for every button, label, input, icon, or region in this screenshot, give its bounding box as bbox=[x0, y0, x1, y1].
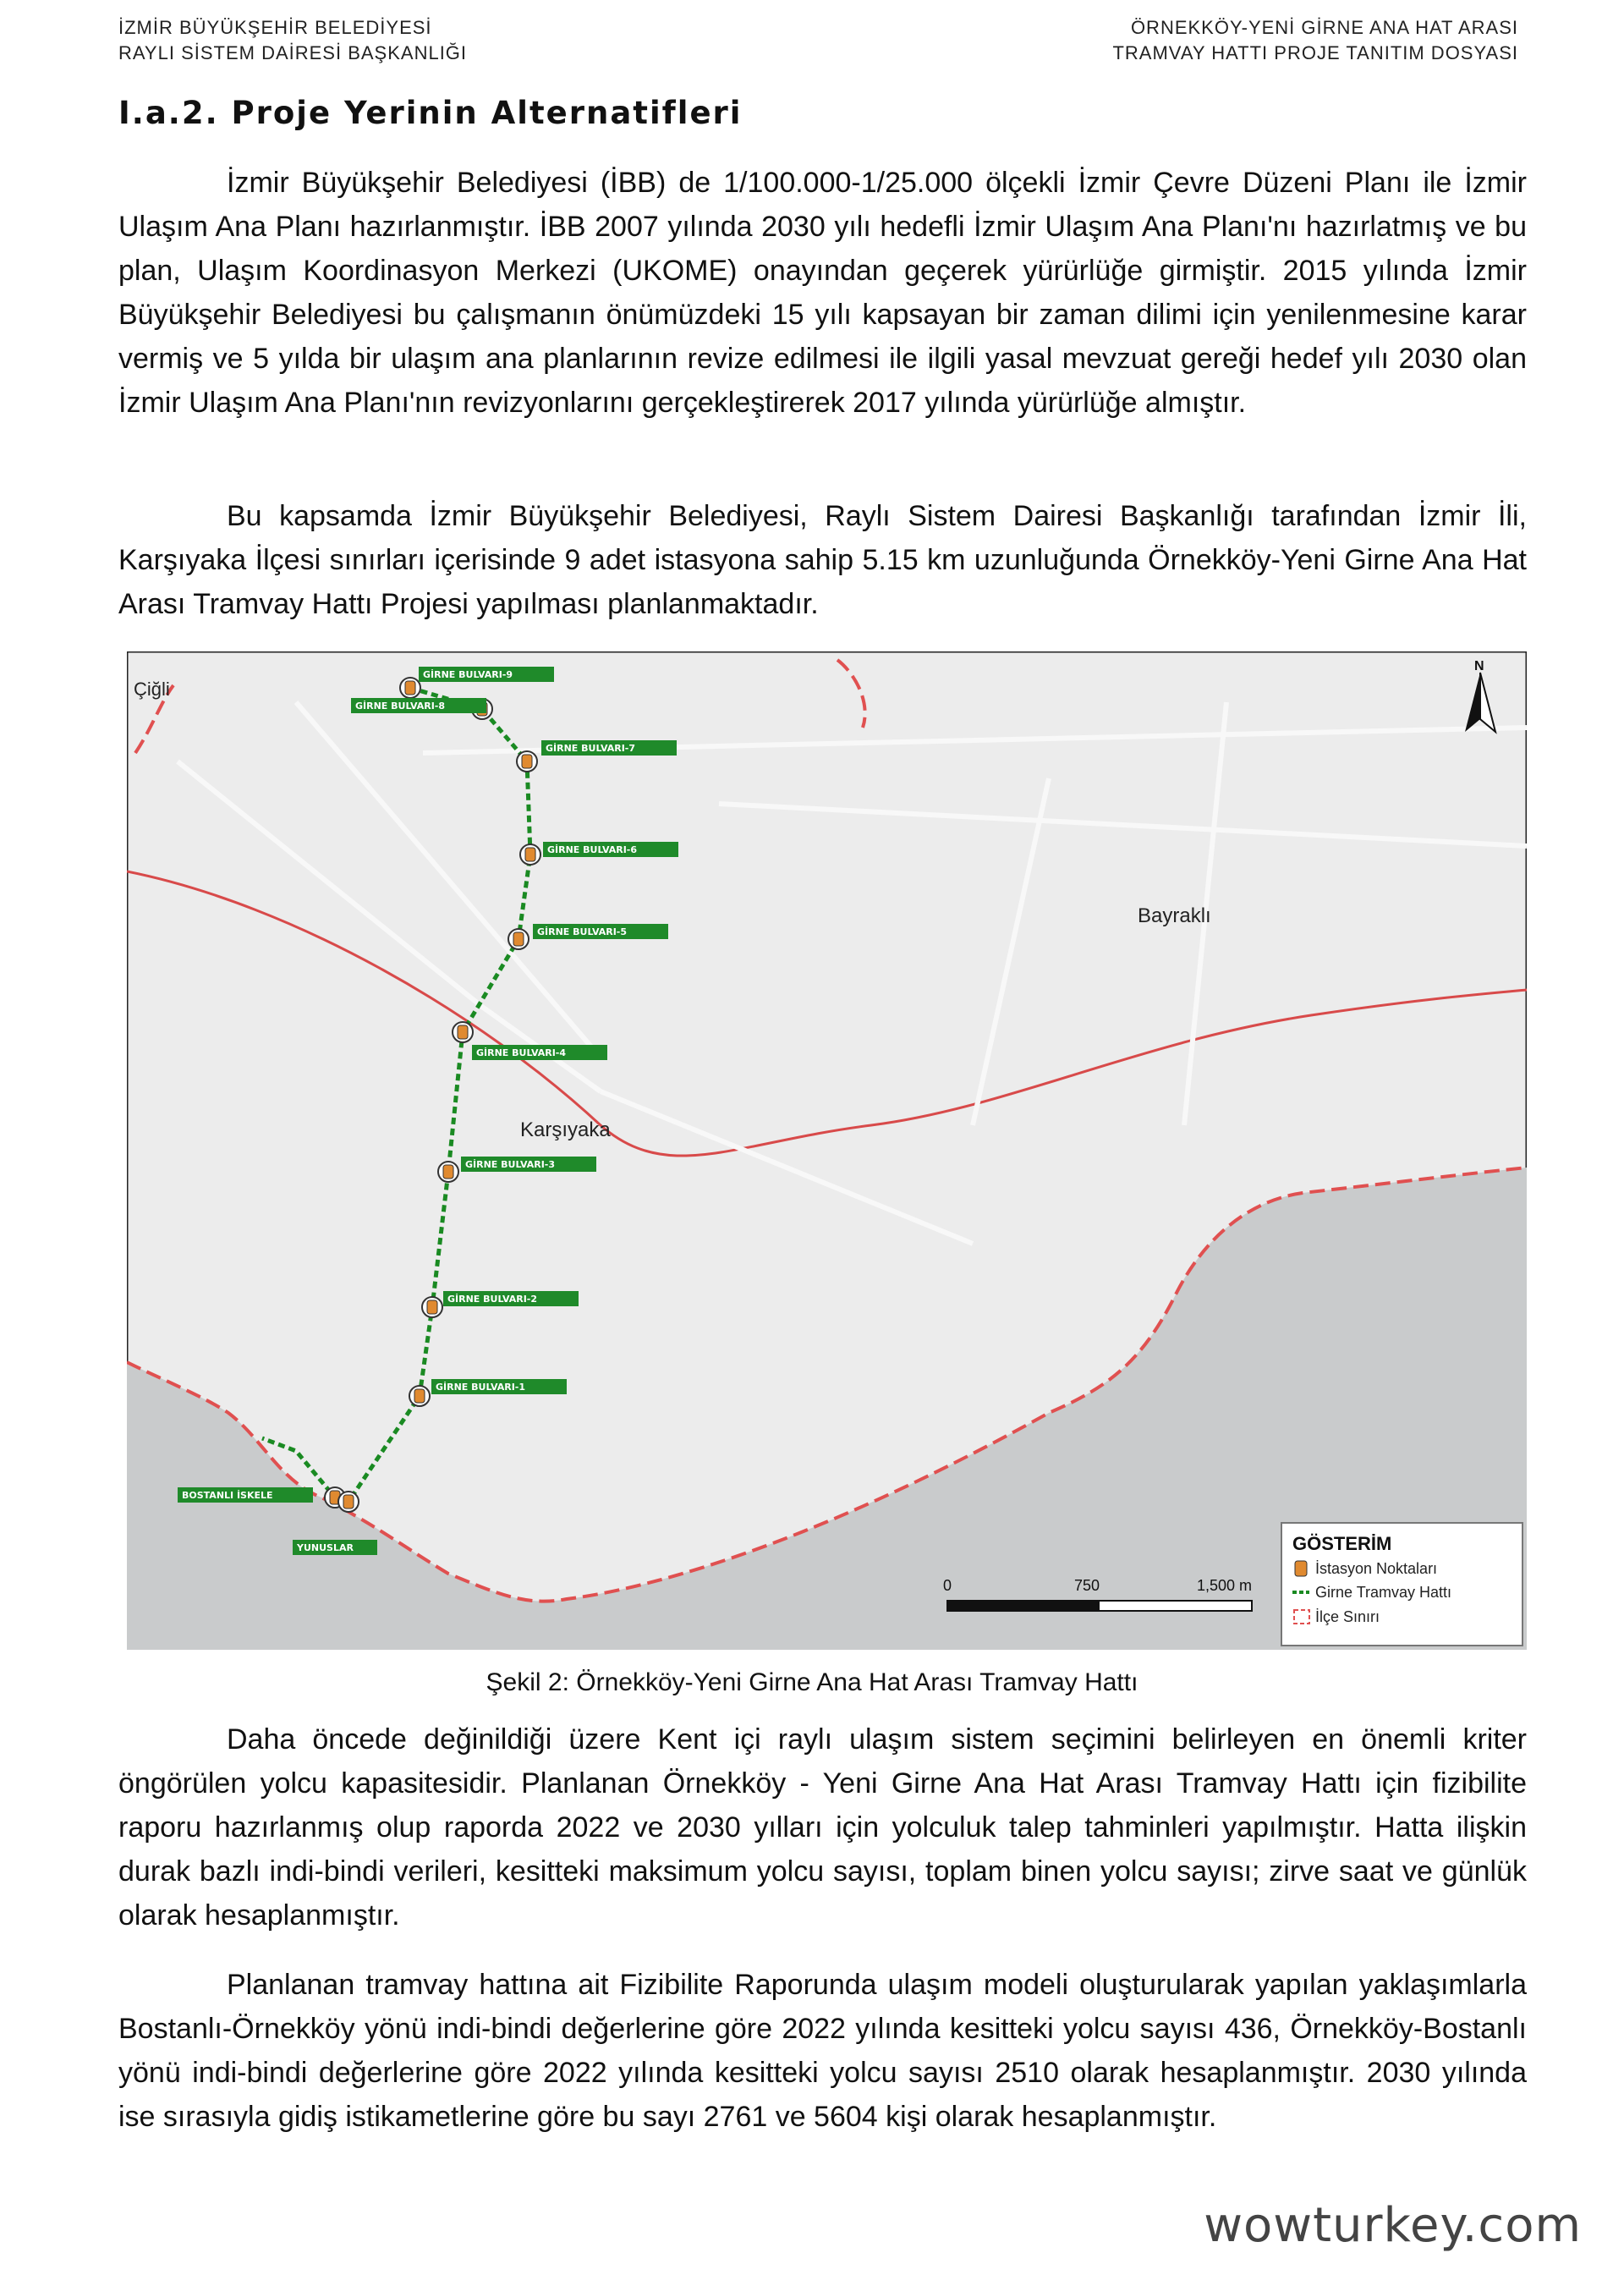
header-dept: RAYLI SİSTEM DAİRESİ BAŞKANLIĞI bbox=[118, 42, 468, 63]
station-icon bbox=[338, 1492, 359, 1512]
header-project: ÖRNEKKÖY-YENİ GİRNE ANA HAT ARASI bbox=[1130, 17, 1518, 38]
paragraph-4: Planlanan tramvay hattına ait Fizibilite Raporunda ulaşım modeli oluşturularak yapılan yaklaşımlarla Bostanlı-Örnekköy yönü indi-bindi değerlerine göre 2022 yılında kesitteki yolcu sayısı 436, Örnekköy-Bostanlı yönü indi-bindi değerlerine göre 2022 yılında kesitteki yolcu sayısı 2510 olarak hesaplanmıştır. 2030 yılında ise sırasıyla gidiş istikametlerine göre bu sayı 2761 ve 5604 kişi olarak hesaplanmıştır. bbox=[118, 1969, 1527, 2133]
station-icon bbox=[400, 678, 420, 698]
section-title: I.a.2. Proje Yerinin Alternatifleri bbox=[118, 95, 743, 131]
station-label bbox=[419, 667, 554, 682]
station-label bbox=[431, 1379, 567, 1394]
header-left bbox=[118, 15, 467, 66]
label-bayrakli: Bayraklı bbox=[1138, 904, 1211, 927]
station-icon bbox=[453, 1022, 473, 1042]
station-label bbox=[293, 1540, 377, 1555]
label-karsiyaka: Karşıyaka bbox=[520, 1118, 611, 1141]
station-label bbox=[472, 1045, 607, 1060]
paragraph-1: İzmir Büyükşehir Belediyesi (İBB) de 1/100.000-1/25.000 ölçekli İzmir Çevre Düzeni Planı ile İzmir Ulaşım Ana Planı hazırlanmıştır. İBB 2007 yılında 2030 yılı hedefli İzmir Ulaşım Ana Planı'nı hazırlatmış ve bu plan, Ulaşım Koordinasyon Merkezi (UKOME) onayından geçerek yürürlüğe girmiştir. 2015 yılında İzmir Büyükşehir Belediyesi bu çalışmanın önümüzdeki 15 yılı kapsayan bir zaman dilimi için yenilenmesine karar vermiş ve 5 yılda bir ulaşım ana planlarının revize edilmesi ile ilgili yasal mevzuat gereği hedef yılı 2030 olan İzmir Ulaşım Ana Planı'nın revizyonlarını gerçekleştirerek 2017 yılında yürürlüğe almıştır. bbox=[118, 167, 1527, 419]
station-name: BOSTANLI İSKELE bbox=[182, 1490, 273, 1501]
scale-mid: 750 bbox=[1074, 1577, 1100, 1594]
station-icon bbox=[517, 751, 537, 772]
station-label bbox=[351, 698, 486, 713]
watermark: wowturkey.com bbox=[1204, 2198, 1582, 2253]
station-icon bbox=[520, 844, 540, 865]
label-cigli: Çiğli bbox=[134, 679, 170, 700]
legend-boundary: İlçe Sınırı bbox=[1315, 1608, 1380, 1625]
station-label bbox=[443, 1291, 579, 1306]
legend-title: GÖSTERİM bbox=[1292, 1533, 1392, 1554]
station-name: GİRNE BULVARI-3 bbox=[465, 1159, 556, 1170]
station-name: GİRNE BULVARI-4 bbox=[476, 1047, 567, 1058]
map-legend bbox=[1281, 1523, 1522, 1646]
station-name: GİRNE BULVARI-9 bbox=[423, 669, 513, 680]
station-name: GİRNE BULVARI-2 bbox=[447, 1294, 538, 1305]
header-doc-type: TRAMVAY HATTI PROJE TANITIM DOSYASI bbox=[1112, 42, 1518, 63]
figure-caption: Şekil 2: Örnekköy-Yeni Girne Ana Hat Arası Tramvay Hattı bbox=[486, 1668, 1138, 1696]
legend-station: İstasyon Noktaları bbox=[1315, 1560, 1438, 1577]
station-icon bbox=[422, 1297, 442, 1317]
station-legend-icon bbox=[1295, 1561, 1307, 1576]
legend-line: Girne Tramvay Hattı bbox=[1315, 1584, 1452, 1601]
north-label: N bbox=[1474, 659, 1484, 673]
station-label bbox=[533, 924, 668, 939]
header-right bbox=[1112, 15, 1518, 66]
header-org: İZMİR BÜYÜKŞEHİR BELEDİYESİ bbox=[118, 17, 432, 38]
station-name: GİRNE BULVARI-1 bbox=[436, 1382, 526, 1393]
paragraph-3: Daha öncede değinildiği üzere Kent içi raylı ulaşım sistem seçimini belirleyen en önemli kriter öngörülen yolcu kapasitesidir. Planlanan Örnekköy - Yeni Girne Ana Hat Arası Tramvay Hattı için fizibilite raporu hazırlanmış olup raporda 2022 ve 2030 yılları için yolculuk talep tahminleri yapılmıştır. Hatta ilişkin durak bazlı indi-bindi verileri, kesitteki maksimum yolcu sayısı, toplam binen yolcu sayısı; zirve saat ve günlük olarak hesaplanmıştır. bbox=[118, 1723, 1527, 1932]
station-name: GİRNE BULVARI-8 bbox=[355, 701, 446, 712]
station-icon bbox=[409, 1386, 430, 1406]
station-icon bbox=[508, 929, 529, 949]
paragraph-2: Bu kapsamda İzmir Büyükşehir Belediyesi, Raylı Sistem Dairesi Başkanlığı tarafından İzmir İli, Karşıyaka İlçesi sınırları içerisinde 9 adet istasyona sahip 5.15 km uzunluğunda Örnekköy-Yeni Girne Ana Hat Arası Tramvay Hattı Projesi yapılması planlanmaktadır. bbox=[118, 500, 1527, 620]
station-label bbox=[541, 740, 677, 756]
scale-zero: 0 bbox=[943, 1577, 952, 1594]
tram-route-map bbox=[127, 651, 1527, 1650]
station-name: YUNUSLAR bbox=[297, 1542, 354, 1553]
station-icon bbox=[438, 1162, 458, 1182]
station-label bbox=[178, 1487, 313, 1503]
station-name: GİRNE BULVARI-7 bbox=[546, 743, 636, 754]
station-label bbox=[461, 1157, 596, 1172]
station-label bbox=[543, 842, 678, 857]
scale-end: 1,500 m bbox=[1197, 1577, 1253, 1594]
station-name: GİRNE BULVARI-6 bbox=[547, 844, 638, 855]
station-name: GİRNE BULVARI-5 bbox=[537, 926, 628, 937]
